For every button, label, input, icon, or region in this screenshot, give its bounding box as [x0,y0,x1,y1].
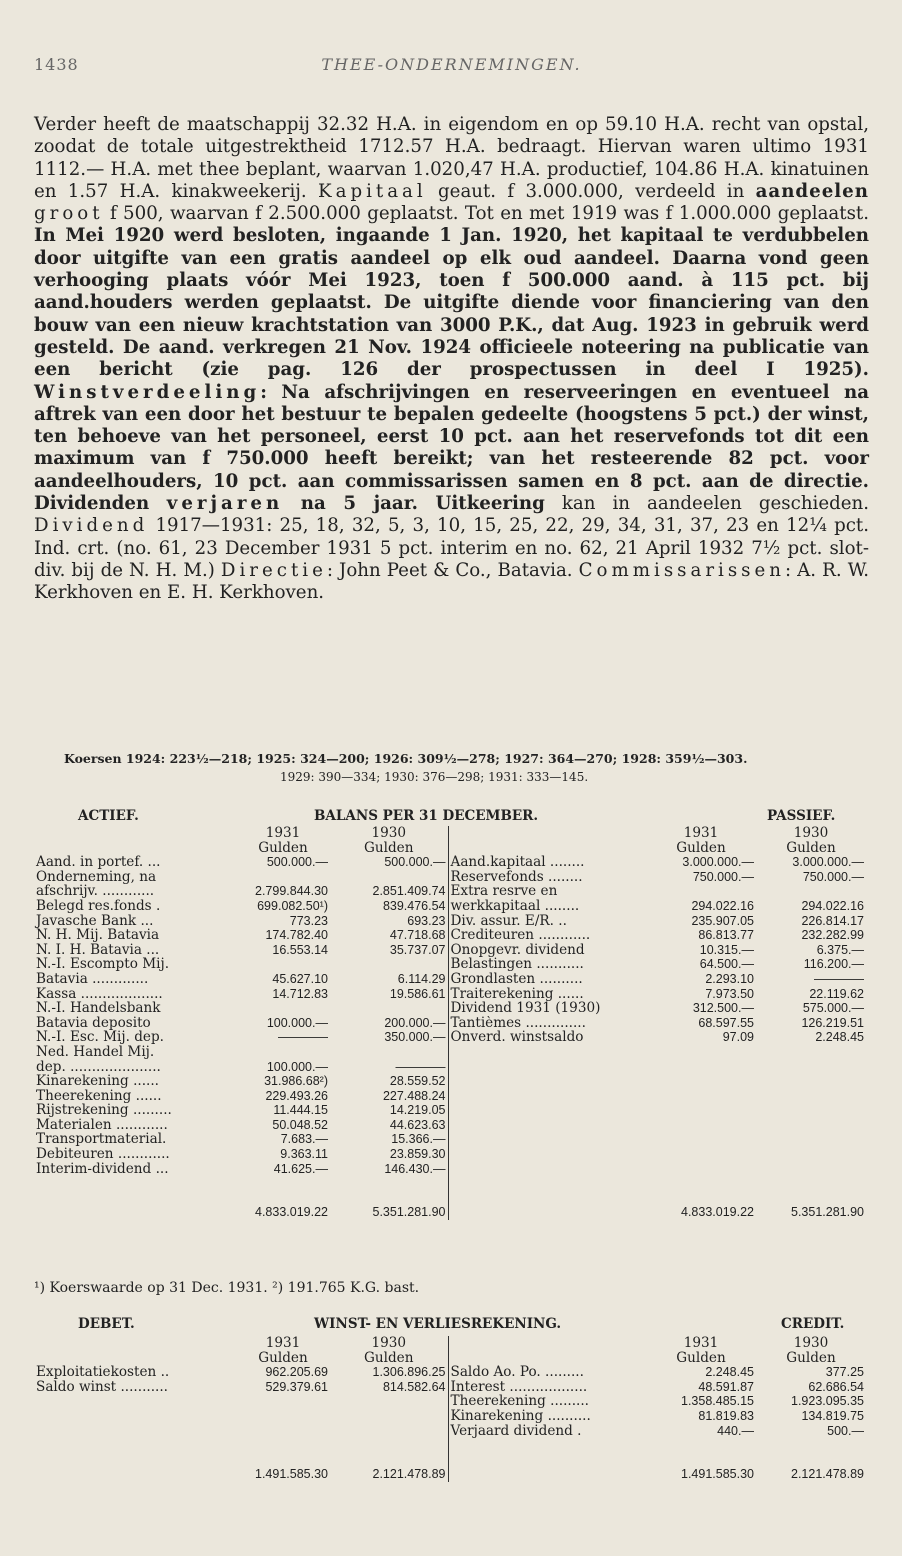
running-title: THEE-ONDERNEMINGEN. [321,55,582,74]
value-1931: 97.09 [722,1030,754,1045]
text-run: Dividend [34,515,149,537]
year-1931: 1931 [265,826,301,841]
total-1931: 1.491.585.30 [681,1467,754,1482]
value-1930: 146.430.— [384,1161,446,1176]
col-header: 1930 [793,1336,829,1351]
debit-label: Materialen ............ [36,1117,168,1133]
value-1931: 7.973.50 [705,986,754,1001]
table-row [34,1409,866,1424]
credit-label: Crediteuren ............ [448,928,646,943]
text-run: Kapitaal [318,180,427,202]
table-row [34,1147,866,1162]
blank-cell [448,1176,646,1191]
blank-cell [236,1176,330,1191]
value-1931: ———— [278,1030,328,1045]
value-1931: 962.205.69 [265,1365,328,1380]
debit-label [34,1394,236,1409]
value-1930: 6.114.29 [397,971,446,986]
year-header-row [34,826,866,841]
value-1930 [756,1074,866,1089]
spacer-row [34,1453,866,1468]
value-1931: 41.625.— [273,1161,328,1176]
total-1930: 2.121.478.89 [791,1467,864,1482]
text-run: 1917—1931: 25, 18, 32, 5, 3, 10, 15, 25, 22, 29, 34, 31, 37, 23 en 12¼ pct. Ind. crt. (no. 61, 23 December 1931 5 pct. interim en no. 62, 21 April 1932 7½ pct. slot-div. bij de N. H. M.) [34,515,869,581]
value-1930: ———— [395,1059,446,1074]
unit-label: Gulden [676,840,726,856]
value-1931 [646,884,756,899]
profit-loss-title: WINST- EN VERLIESREKENING. [314,1316,562,1332]
debit-label: dep. ..................... [36,1059,161,1075]
balance-sheet-heading [34,808,869,828]
value-1930 [756,1132,866,1147]
value-1931: 312.500.— [692,1001,754,1016]
passief-title: PASSIEF. [767,808,836,824]
value-1930: 62.686.54 [808,1379,864,1394]
table-row [34,928,866,943]
debit-label [34,1424,236,1439]
table-row [34,972,866,987]
balance-sheet-table [34,826,866,1220]
blank-cell [756,1438,866,1453]
value-1931: 10.315.— [699,942,754,957]
value-1931 [236,1424,330,1439]
value-1931: 440.— [717,1423,754,1438]
value-1931 [646,1118,756,1133]
value-1930: 3.000.000.— [792,855,864,870]
debit-label: Batavia ............. [36,971,149,987]
table-row [34,884,866,899]
value-1931 [236,1394,330,1409]
blank-cell [646,1438,756,1453]
text-run: geaut. f 3.000.000, verdeeld in [426,180,756,202]
value-1930: 500.000.— [384,855,446,870]
blank-cell [756,1191,866,1206]
value-1931: 64.500.— [699,957,754,972]
value-1930: ———— [814,971,864,986]
debit-label: Exploitatiekosten .. [36,1365,170,1380]
blank-cell [34,826,236,841]
credit-label: Extra resrve en [448,884,646,899]
value-1930: 22.119.62 [809,986,864,1001]
value-1930 [330,1424,448,1439]
credit-label: Traiterekening ...... [448,987,646,1002]
blank-cell [34,1438,236,1453]
text-run: Winstverdeeling [34,381,261,403]
credit-label: Saldo Ao. Po. ......... [448,1365,646,1380]
debit-label: Aand. in portef. ... [36,855,161,870]
credit-label [448,1074,646,1089]
blank-cell [756,1453,866,1468]
value-1930 [756,1162,866,1177]
blank-cell [448,1191,646,1206]
value-1931: 14.712.83 [272,986,328,1001]
credit-label: Kinarekening .......... [448,1409,646,1424]
table-row [34,1030,866,1045]
blank-cell [448,841,646,856]
value-1930: 575.000.— [802,1001,864,1016]
total-1930: 2.121.478.89 [372,1467,446,1482]
blank-cell [34,841,236,856]
table-row [34,855,866,870]
text-run: : A. R. W. Kerkhoven en E. H. Kerkhoven. [34,559,869,604]
blank-cell [330,1191,448,1206]
blank-cell [330,1176,448,1191]
value-1931: 1.358.485.15 [681,1394,754,1409]
value-1931: 11.444.15 [273,1103,328,1118]
credit-label [448,1162,646,1177]
total-1930: 5.351.281.90 [791,1205,864,1220]
credit-label: Interest .................. [448,1380,646,1395]
spacer-row [34,1176,866,1191]
totals-row [34,1467,866,1482]
value-1930: 23.859.30 [389,1147,446,1162]
value-1930 [330,957,448,972]
debit-label: N.-I. Handelsbank [36,1001,161,1016]
year-1930: 1930 [793,826,829,841]
debet-title: DEBET. [78,1316,135,1332]
table-row [34,943,866,958]
value-1931: 529.379.61 [265,1379,328,1394]
credit-label: Theerekening ......... [448,1394,646,1409]
value-1931: 100.000.— [266,1059,328,1074]
debit-label: Rijstrekening ......... [36,1103,172,1118]
blank-cell [34,1336,236,1351]
value-1931 [646,1045,756,1060]
price-history-line-1: Koersen 1924: 223½—218; 1925: 324—200; 1926: 309½—278; 1927: 364—270; 1928: 359½—303. [64,751,748,766]
debit-label: N.-I. Esc. Mij. dep. [36,1030,164,1045]
col-header: 1930 [371,1336,407,1351]
blank-cell [448,1351,646,1366]
value-1930 [756,884,866,899]
blank-cell [448,1467,646,1482]
debit-label: Javasche Bank ... [36,913,154,929]
value-1931: 174.782.40 [265,928,328,943]
text-run: na 5 jaar. Uitkeering [283,493,545,515]
credit-label: Belastingen ........... [448,957,646,972]
credit-label [448,1118,646,1133]
table-row [34,1424,866,1439]
credit-label [448,1060,646,1075]
value-1930: 1.923.095.35 [791,1394,864,1409]
table-row [34,957,866,972]
table-row [34,1162,866,1177]
debit-label: N. H. Mij. Batavia [36,928,160,943]
blank-cell [34,1453,236,1468]
blank-cell [236,1191,330,1206]
value-1931 [236,870,330,885]
unit-header-row [34,841,866,856]
value-1931 [646,1132,756,1147]
value-1931: 100.000.— [266,1015,328,1030]
credit-label: Onopgevr. dividend [448,943,646,958]
unit-label: Gulden [786,840,836,856]
table-row [34,1365,866,1380]
value-1931: 750.000.— [692,869,754,884]
value-1930 [756,1147,866,1162]
text-run: f 500, waarvan f 2.500.000 geplaatst. Tot en met 1919 was f 1.000.000 geplaatst. [103,203,869,225]
value-1930: 134.819.75 [801,1408,864,1423]
value-1930: 227.488.24 [382,1088,446,1103]
value-1931 [646,1103,756,1118]
value-1930: 750.000.— [802,869,864,884]
blank-cell [448,1438,646,1453]
value-1931: 9.363.11 [280,1147,328,1162]
table-row [34,899,866,914]
table-row [34,1132,866,1147]
value-1930: 15.366.— [391,1132,446,1147]
value-1931: 235.907.05 [691,913,754,928]
value-1931 [646,1074,756,1089]
profit-loss-table [34,1336,866,1482]
debit-label [34,1409,236,1424]
blank-cell [646,1176,756,1191]
credit-title: CREDIT. [781,1316,845,1332]
value-1930 [330,870,448,885]
debit-label: afschrijv. ............ [36,884,155,899]
text-run: kan in aandeelen geschieden. [544,493,870,515]
text-run: : John Peet & Co., Batavia. [326,559,579,581]
value-1930: 35.737.07 [389,942,446,957]
credit-label [448,1103,646,1118]
credit-label: Grondlasten .......... [448,972,646,987]
value-1930: 693.23 [407,913,446,928]
running-header [34,55,869,85]
value-1931: 500.000.— [266,855,328,870]
value-1931 [646,1060,756,1075]
value-1931 [646,1147,756,1162]
price-history-line-2: 1929: 390—334; 1930: 376—298; 1931: 333—145. [280,770,589,784]
col-header: 1931 [683,1336,719,1351]
value-1930: 14.219.05 [389,1103,446,1118]
unit-label: Gulden [364,840,414,856]
col-header: Gulden [364,1350,414,1366]
value-1930: 839.476.54 [382,898,446,913]
value-1931: 229.493.26 [265,1088,328,1103]
value-1931: 50.048.52 [272,1117,328,1132]
profit-loss-heading [34,1316,869,1336]
value-1931: 2.248.45 [705,1365,754,1380]
table-row [34,1394,866,1409]
value-1931 [236,1409,330,1424]
balance-sheet-footnote: ¹) Koerswaarde op 31 Dec. 1931. ²) 191.765 K.G. bast. [34,1280,420,1296]
value-1931: 16.553.14 [272,942,328,957]
credit-label [448,1089,646,1104]
value-1930 [330,1001,448,1016]
table-row [34,1074,866,1089]
balance-sheet-title: BALANS PER 31 DECEMBER. [314,808,539,824]
table-row [34,1060,866,1075]
table-row [34,1380,866,1395]
blank-cell [34,1205,236,1220]
text-run: Commissarissen [578,559,785,581]
value-1931: 3.000.000.— [682,855,754,870]
value-1930 [330,1045,448,1060]
blank-cell [330,1438,448,1453]
page-number: 1438 [34,55,79,74]
debit-label: Kassa ................... [36,986,163,1002]
credit-label: Div. assur. E/R. .. [448,914,646,929]
credit-label: Aand.kapitaal ........ [448,855,646,870]
value-1930: 2.248.45 [815,1030,864,1045]
unit-label: Gulden [258,840,308,856]
text-run: In Mei 1920 werd besloten, ingaande 1 Jan. 1920, het kapitaal te verdubbelen door uitgifte van een gratis aandeel op elk oud aandeel. Daarna vond geen verhooging plaats vóór Mei 1923, toen f 500.000 aand. à 115 pct. bij aand.houders werden geplaatst. De uitgifte diende voor financiering van den bouw van een nieuw krachtstation van 3000 P.K., dat Aug. 1923 in gebruik werd gesteld. De aand. verkregen 21 Nov. 1924 officieele noteering na publicatie van een bericht (zie pag. 126 der prospectussen in deel I 1925). [34,225,869,381]
debit-label: N.-I. Escompto Mij. [36,957,170,972]
table-row [34,1016,866,1031]
debit-label: Theerekening ...... [36,1088,162,1104]
year-header-row [34,1336,866,1351]
blank-cell [236,1453,330,1468]
value-1930 [756,1103,866,1118]
credit-label: Dividend 1931 (1930) [448,1001,646,1016]
blank-cell [448,1336,646,1351]
table-row [34,1001,866,1016]
debit-label: Ned. Handel Mij. [36,1044,155,1060]
credit-label: Onverd. winstsaldo [448,1030,646,1045]
blank-cell [330,1453,448,1468]
value-1930: 126.219.51 [801,1015,864,1030]
debit-label: N. I. H. Batavia ... [36,942,160,958]
value-1931: 699.082.50¹) [257,898,328,913]
total-1931: 4.833.019.22 [681,1205,754,1220]
value-1931 [236,1001,330,1016]
value-1930 [756,1060,866,1075]
debit-label: Kinarekening ...... [36,1074,159,1089]
value-1930: 6.375.— [816,942,864,957]
table-row [34,1118,866,1133]
value-1931 [236,957,330,972]
value-1930 [330,1409,448,1424]
unit-header-row [34,1351,866,1366]
text-run: : Na afschrijvingen en reserveeringen en eventueel na aftrek van een door het bestuur te bepalen gedeelte (hoogstens 5 pct.) der winst, ten behoeve van het personeel, eerst 10 pct. aan het reservefonds tot dit een maximum van f 750.000 heeft bereikt; van het resteerende 82 pct. voor aandeelhouders, 10 pct. aan commissarissen samen en 8 pct. aan de directie. Dividenden [34,381,869,515]
value-1931: 2.293.10 [705,971,754,986]
col-header: Gulden [258,1350,308,1366]
blank-cell [756,1176,866,1191]
blank-cell [646,1453,756,1468]
debit-label: Interim-dividend ... [36,1161,169,1177]
value-1931: 31.986.68²) [264,1074,328,1089]
value-1931 [646,1089,756,1104]
credit-label: Reservefonds ........ [448,870,646,885]
value-1930: 2.851.409.74 [372,884,446,899]
table-row [34,1089,866,1104]
value-1930 [756,1118,866,1133]
value-1930: 19.586.61 [389,986,446,1001]
debit-label: Saldo winst ........... [36,1379,169,1395]
price-history [64,750,864,786]
company-description [34,114,869,605]
credit-label [448,1147,646,1162]
blank-cell [236,1438,330,1453]
credit-label: Verjaard dividend . [448,1424,646,1439]
value-1931: 45.627.10 [272,971,328,986]
debit-label: Transportmaterial. [36,1132,167,1148]
blank-cell [34,1176,236,1191]
blank-cell [34,1191,236,1206]
value-1930: 1.306.896.25 [372,1365,446,1380]
value-1931: 294.022.16 [691,898,754,913]
col-header: 1931 [265,1336,301,1351]
totals-row [34,1205,866,1220]
credit-label: werkkapitaal ........ [448,899,646,914]
total-1931: 4.833.019.22 [255,1205,328,1220]
value-1930: 350.000.— [384,1030,446,1045]
col-header: Gulden [786,1350,836,1366]
total-1931: 1.491.585.30 [255,1467,328,1482]
col-header: Gulden [676,1350,726,1366]
blank-cell [448,1453,646,1468]
value-1931: 86.813.77 [698,928,754,943]
value-1931: 48.591.87 [698,1379,754,1394]
value-1930: 294.022.16 [801,898,864,913]
year-1930: 1930 [371,826,407,841]
year-1931: 1931 [683,826,719,841]
total-1930: 5.351.281.90 [372,1205,446,1220]
value-1930 [330,1394,448,1409]
value-1931 [646,1162,756,1177]
value-1930: 28.559.52 [389,1074,446,1089]
value-1930: 500.— [827,1423,864,1438]
debit-label: Onderneming, na [36,869,157,885]
blank-cell [34,1467,236,1482]
credit-label [448,1045,646,1060]
credit-label: Tantièmes .............. [448,1016,646,1031]
blank-cell [448,1205,646,1220]
spacer-row [34,1438,866,1453]
value-1930: 200.000.— [384,1015,446,1030]
text-run: groot [34,203,104,225]
value-1930 [756,1089,866,1104]
value-1930: 226.814.17 [801,913,864,928]
value-1931 [236,1045,330,1060]
text-run: aandeelen [755,180,869,202]
table-row [34,914,866,929]
table-row [34,987,866,1002]
value-1931: 773.23 [289,913,328,928]
text-run: Directie [220,559,327,581]
value-1930: 116.200.— [803,957,864,972]
table-row [34,870,866,885]
debit-label: Batavia deposito [36,1015,151,1031]
debit-label: Belegd res.fonds . [36,898,161,914]
table-row [34,1103,866,1118]
value-1930 [756,1045,866,1060]
value-1930: 47.718.68 [389,928,446,943]
text-run: verjaren [166,493,284,515]
credit-label [448,1132,646,1147]
value-1931: 81.819.83 [698,1408,754,1423]
value-1931: 2.799.844.30 [255,884,328,899]
blank-cell [34,1351,236,1366]
blank-cell [448,826,646,841]
blank-cell [646,1191,756,1206]
description-paragraph [34,114,869,605]
value-1930: 232.282.99 [801,928,864,943]
value-1931: 7.683.— [280,1132,328,1147]
actief-title: ACTIEF. [78,808,139,824]
spacer-row [34,1191,866,1206]
debit-label: Debiteuren ............ [36,1147,170,1162]
value-1931: 68.597.55 [698,1015,754,1030]
table-row [34,1045,866,1060]
value-1930: 814.582.64 [382,1379,446,1394]
value-1930: 44.623.63 [389,1117,446,1132]
text-run: Verder heeft de maatschappij 32.32 H.A. in eigendom en op 59.10 H.A. recht van opstal, zoodat de totale uitgestrektheid 1712.57 H.A. bedraagt. Hiervan waren ultimo 1931 1112.— H.A. met thee beplant, waarvan 1.020,47 H.A. productief, 104.86 H.A. kinatuinen en 1.57 H.A. kinakweekerij. [34,114,869,202]
value-1930: 377.25 [825,1365,864,1380]
